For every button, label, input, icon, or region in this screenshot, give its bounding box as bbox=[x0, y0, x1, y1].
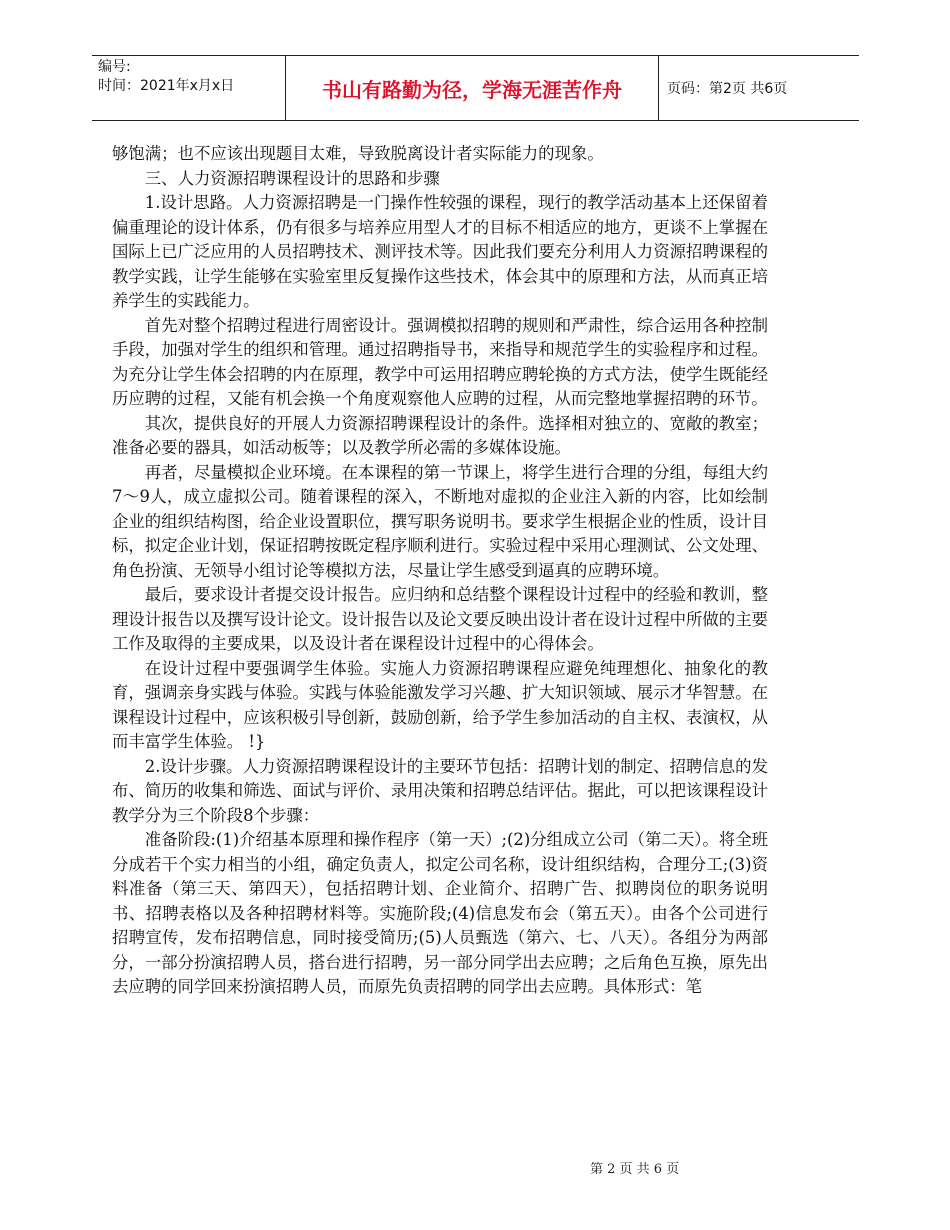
page-footer: 第 2 页 共 6 页 bbox=[590, 1162, 680, 1177]
page-header bbox=[92, 55, 859, 121]
header-motto: 书山有路勤为径，学海无涯苦作舟 bbox=[285, 56, 659, 120]
paragraph: 准备阶段:(1)介绍基本原理和操作程序（第一天）;(2)分组成立公司（第二天）。将全班分成若干个实力相当的小组，确定负责人，拟定公司名称，设计组织结构，合理分工;(3)资料准备（第三天、第四天），包括招聘计划、企业简介、招聘广告、拟聘岗位的职务说明书、招聘表格以及各种招聘材料等。实施阶段;(4)信息发布会（第五天）。由各个公司进行招聘宣传，发布招聘信息，同时接受简历;(5)人员甄选（第六、七、八天）。各组分为两部分，一部分扮演招聘人员，搭台进行招聘，另一部分同学出去应聘；之后角色互换，原先出去应聘的同学回来扮演招聘人员，而原先负责招聘的同学出去应聘。具体形式：笔 bbox=[112, 830, 768, 996]
document-body bbox=[112, 142, 768, 1000]
paragraph: 再者，尽量模拟企业环境。在本课程的第一节课上，将学生进行合理的分组，每组大约7～9人，成立虚拟公司。随着课程的深入，不断地对虚拟的企业注入新的内容，比如绘制企业的组织结构图，给企业设置职位，撰写职务说明书。要求学生根据企业的性质，设计目标，拟定企业计划，保证招聘按既定程序顺利进行。实验过程中采用心理测试、公文处理、角色扮演、无领导小组讨论等模拟方法，尽量让学生感受到逼真的应聘环境。 bbox=[112, 462, 768, 580]
header-page-number: 页码：第2页 共6页 bbox=[667, 81, 788, 97]
document-date: 时间：2021年x月x日 bbox=[98, 78, 235, 94]
paragraph: 其次，提供良好的开展人力资源招聘课程设计的条件。选择相对独立的、宽敞的教室；准备必要的器具，如活动板等；以及教学所必需的多媒体设施。 bbox=[112, 413, 768, 457]
document-number-label: 编号: bbox=[98, 59, 131, 75]
paragraph: 首先对整个招聘过程进行周密设计。强调模拟招聘的规则和严肃性，综合运用各种控制手段，加强对学生的组织和管理。通过招聘指导书，来指导和规范学生的实验程序和过程。为充分让学生体会招聘的内在原理，教学中可运用招聘应聘轮换的方式方法，使学生既能经历应聘的过程，又能有机会换一个角度观察他人应聘的过程，从而完整地掌握招聘的环节。 bbox=[112, 315, 768, 408]
header-meta bbox=[92, 56, 285, 120]
section-heading: 三、人力资源招聘课程设计的思路和步骤 bbox=[144, 168, 440, 188]
paragraph: 最后，要求设计者提交设计报告。应归纳和总结整个课程设计过程中的经验和教训，整理设计报告以及撰写设计论文。设计报告以及论文要反映出设计者在设计过程中所做的主要工作及取得的主要成果，以及设计者在课程设计过程中的心得体会。 bbox=[112, 585, 768, 653]
paragraph: 1.设计思路。人力资源招聘是一门操作性较强的课程，现行的教学活动基本上还保留着偏重理论的设计体系，仍有很多与培养应用型人才的目标不相适应的地方，更谈不上掌握在国际上已广泛应用的人员招聘技术、测评技术等。因此我们要充分利用人力资源招聘课程的教学实践，让学生能够在实验室里反复操作这些技术，体会其中的原理和方法，从而真正培养学生的实践能力。 bbox=[112, 193, 768, 310]
paragraph: 在设计过程中要强调学生体验。实施人力资源招聘课程应避免纯理想化、抽象化的教育，强调亲身实践与体验。实践与体验能激发学习兴趣、扩大知识领域、展示才华智慧。在课程设计过程中，应该积极引导创新，鼓励创新，给予学生参加活动的自主权、表演权，从而丰富学生体验。 !} bbox=[112, 658, 768, 751]
paragraph: 够饱满；也不应该出现题目太难，导致脱离设计者实际能力的现象。 bbox=[112, 144, 604, 163]
paragraph: 2.设计步骤。人力资源招聘课程设计的主要环节包括：招聘计划的制定、招聘信息的发布、简历的收集和筛选、面试与评价、录用决策和招聘总结评估。据此，可以把该课程设计教学分为三个阶段8个步骤： bbox=[112, 756, 768, 825]
